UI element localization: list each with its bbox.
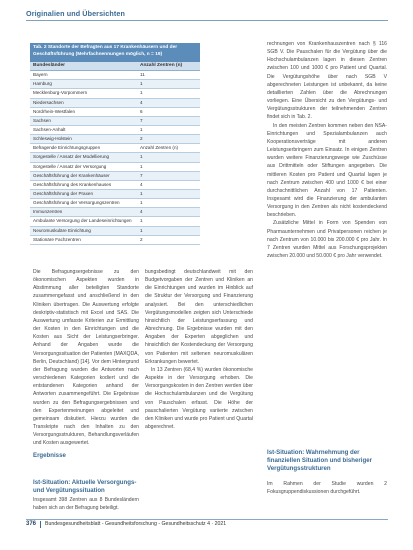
footer — [26, 521, 226, 528]
table-cell: Nordrhein-Westfalen — [33, 108, 76, 114]
table-cell: Bayern — [33, 72, 48, 78]
table-row — [30, 126, 200, 135]
table-cell: 4 — [140, 99, 143, 105]
table-row — [30, 217, 200, 226]
table-cell: Mecklenburg-Vorpommern — [33, 90, 88, 96]
table-cell: Immunzentren — [33, 209, 63, 215]
table-cell: Befragende Einrichtungsgruppen — [33, 145, 101, 151]
table-cell: 1 — [140, 191, 143, 197]
table-cell: 7 — [140, 117, 143, 123]
table-row — [30, 190, 200, 199]
table-cell: 1 — [140, 154, 143, 160]
paragraph: Im Rahmen der Studie wurden 2 Fokusgruppendiskussionen durchgeführt. — [267, 481, 387, 496]
table-cell: 4 — [140, 181, 143, 187]
footer-divider — [26, 519, 388, 520]
table-cell: 1 — [140, 127, 143, 133]
table-row — [30, 89, 200, 98]
table-row — [30, 172, 200, 181]
table-row — [30, 99, 200, 108]
text-column-3b — [267, 480, 387, 496]
table-caption: Tab. 2 Standorte der Befragten aus 17 Krankenhäusern und der Geschäftsführung (Mehrfachnennungen möglich, n = 19) — [30, 43, 200, 62]
table-cell: Sachsen-Anhalt — [33, 127, 66, 133]
table-cell: 1 — [140, 90, 143, 96]
table-cell: Hamburg — [33, 81, 52, 87]
heading-setting: Ist-Situation: Aktuelle Versorgungs- und Vergütungssituation — [33, 479, 137, 494]
table-cell: Geschäftsführung der Praxen — [33, 191, 94, 197]
table-cell: Niedersachsen — [33, 99, 64, 105]
table-row — [30, 208, 200, 217]
footer-separator — [40, 521, 41, 528]
paragraph: bungsbedingt deutschlandweit mit den Budgetvorgaben der Zentren und Kliniken an die Einrichtungen und wurden im Hinblick auf die Struktur der Versorgung und Finanzierung analysiert. Bei den unterschiedlichen Vergütungsmodellen zeigten sich Unterschiede hinsichtlich der Leistungserfassung und Abrechnung. Die Ergebnisse wurden mit den Angaben der Experten abgeglichen und hinsichtlich der Kostendeckung der Versorgung von Patienten mit seltenen neuromuskulären Erkrankungen bewertet. — [145, 269, 253, 365]
text-column-1b — [33, 496, 139, 512]
table-cell: Ambulante Versorgung der Landeseinrichtungen — [33, 218, 132, 224]
table-row — [30, 144, 200, 153]
table-header-cell: Bundesländer — [33, 63, 65, 68]
table-cell: 1 — [140, 163, 143, 169]
data-table — [30, 43, 200, 245]
table-cell: 1 — [140, 218, 143, 224]
page-number: 376 — [26, 521, 37, 527]
table-cell: Neuromuskuläre Einrichtung — [33, 227, 91, 233]
table-cell: Geschäftsführung der Krankenhäuser — [33, 172, 110, 178]
table-cell: 7 — [140, 172, 143, 178]
table-row — [30, 117, 200, 126]
text-column-3 — [267, 40, 387, 260]
table-cell: 2 — [140, 136, 143, 142]
section-label: Originalien und Übersichten — [26, 9, 125, 18]
table-row — [30, 163, 200, 172]
table-cell: Anzahl Zentren (n) — [140, 145, 179, 151]
table-header-cell: Anzahl Zentren (n) — [140, 63, 183, 68]
table-cell: Sorgestelle / Ansatz der Modellierung — [33, 154, 110, 160]
table-row — [30, 108, 200, 117]
table-header — [30, 62, 200, 71]
table-body — [30, 71, 200, 245]
paragraph: Die Befragungsergebnisse zu den ökonomischen Aspekten wurden in Abstimmung aller beteiligten Standorte zusammengefasst und anschließend in den Kliniken übertragen. Die Auswertung erfolgte deskriptiv-statistisch mit Excel und SAS. Die Auswertung umfasste Kriterien zur Ermittlung der Kosten in den Einrichtungen und die Kosten aus Sicht der Leistungserbringer. Anhand der Angaben wurde die Versorgungssituation der Patienten (MAXQDA, Berlin, Deutschland) [14]. Vor dem Hintergrund der Befragung wurden die Antworten nach verschiedenen Kategorien kodiert und die entstandenen Kategorien anhand der Antworten zusammengeführt. Die Ergebnisse wurden zu den Befragungsergebnissen und den Expertenmeinungen abgeleitet und gemeinsam diskutiert. Hierzu wurden die Transkripte nach den Inhalten zu den Versorgungsstrukturen, Behandlungsverläufen und Kosten ausgewertet. — [33, 269, 139, 447]
paragraph: Zusätzliche Mittel in Form von Spenden von Pharmaunternehmen und Privatpersonen reichen je nach Zentrum von 10.000 bis 200.000 € pro Jahr. In 7 Zentren wurden Mittel aus Forschungsprojekten zwischen 20.000 und 50.000 € pro Jahr verwendet. — [267, 220, 387, 260]
heading-perception: Ist-Situation: Wahrnehmung der finanziellen Situation und bisheriger Vergütungsstrukturen — [267, 449, 372, 472]
table-cell: 2 — [140, 236, 143, 242]
table-row — [30, 80, 200, 89]
table-row — [30, 227, 200, 236]
table-cell: Sachsen — [33, 117, 51, 123]
table-row — [30, 135, 200, 144]
table-cell: 1 — [140, 81, 143, 87]
paragraph: In den meisten Zentren kommen neben den NSA-Einrichtungen und Spezialambulanzen auch Kooperationsverträge mit anderen Leistungserbringern zum Einsatz. In einigen Zentren wurden weitere Finanzierungswege wie Zuschüsse aus Drittmitteln oder Stiftungen angegeben. Die mittleren Kosten pro Patient und Quartal lagen je nach Zentrum zwischen 400 und 1000 € bei einer durchschnittlichen Anzahl von 17 Patienten. Insgesamt wird die Finanzierung der ambulanten Versorgung in den Zentren als nicht kostendeckend beschrieben. — [267, 122, 387, 219]
table-row — [30, 71, 200, 80]
table-cell: Schleswig-Holstein — [33, 136, 72, 142]
table-cell: 4 — [140, 209, 143, 215]
top-divider — [26, 20, 388, 21]
table-row — [30, 181, 200, 190]
table-cell: 6 — [140, 108, 143, 114]
table-row — [30, 153, 200, 162]
text-column-2 — [145, 268, 253, 431]
table-cell: Stationäre Fachzentren — [33, 236, 81, 242]
table-cell: Geschäftsführung des Krankenhauses — [33, 181, 112, 187]
journal-name: Bundesgesundheitsblatt - Gesundheitsforschung - Gesundheitsschutz 4 · 2021 — [45, 521, 227, 527]
table-cell: Geschäftsführung der Versorgungszentren — [33, 200, 120, 206]
table-cell: Sorgestelle / Ansatz der Versorgung — [33, 163, 107, 169]
heading-results: Ergebnisse — [33, 452, 66, 459]
table-row — [30, 199, 200, 208]
text-column-1 — [33, 268, 139, 447]
paragraph: In 13 Zentren (68,4 %) wurden ökonomische Aspekte in der Versorgung erhoben. Die Versorgungskosten in den Zentren werden über die Hochschulambulanzen und die Vergütung von Pauschalen erfasst. Die Höhe der pauschalierten Vergütung variierte zwischen den Kliniken und wurde pro Patient und Quartal abgerechnet. — [145, 366, 253, 430]
table-cell: 1 — [140, 227, 143, 233]
table-row — [30, 236, 200, 245]
paragraph: rechnungen von Krankenhauszentren nach § 116 SGB V. Die Pauschalen für die Vergütung über die Hochschulambulanzen lagen in diesen Zentren zwischen 100 und 1000 € pro Patient und Quartal. Die Vergütungshöhe über nach SGB V abgerechneten Leistungen ist unbekannt, da keine detaillierten Zahlen über die Abrechnungen vorliegen. Eine Übersicht zu den Vergütungs- und Vergütungsstrukturen der teilnehmenden Zentren findet sich in Tab. 2. — [267, 41, 387, 121]
table-cell: 11 — [140, 72, 145, 78]
paragraph: Insgesamt 398 Zentren aus 8 Bundesländern haben sich an der Befragung beteiligt. — [33, 497, 139, 512]
table-cell: 1 — [140, 200, 143, 206]
